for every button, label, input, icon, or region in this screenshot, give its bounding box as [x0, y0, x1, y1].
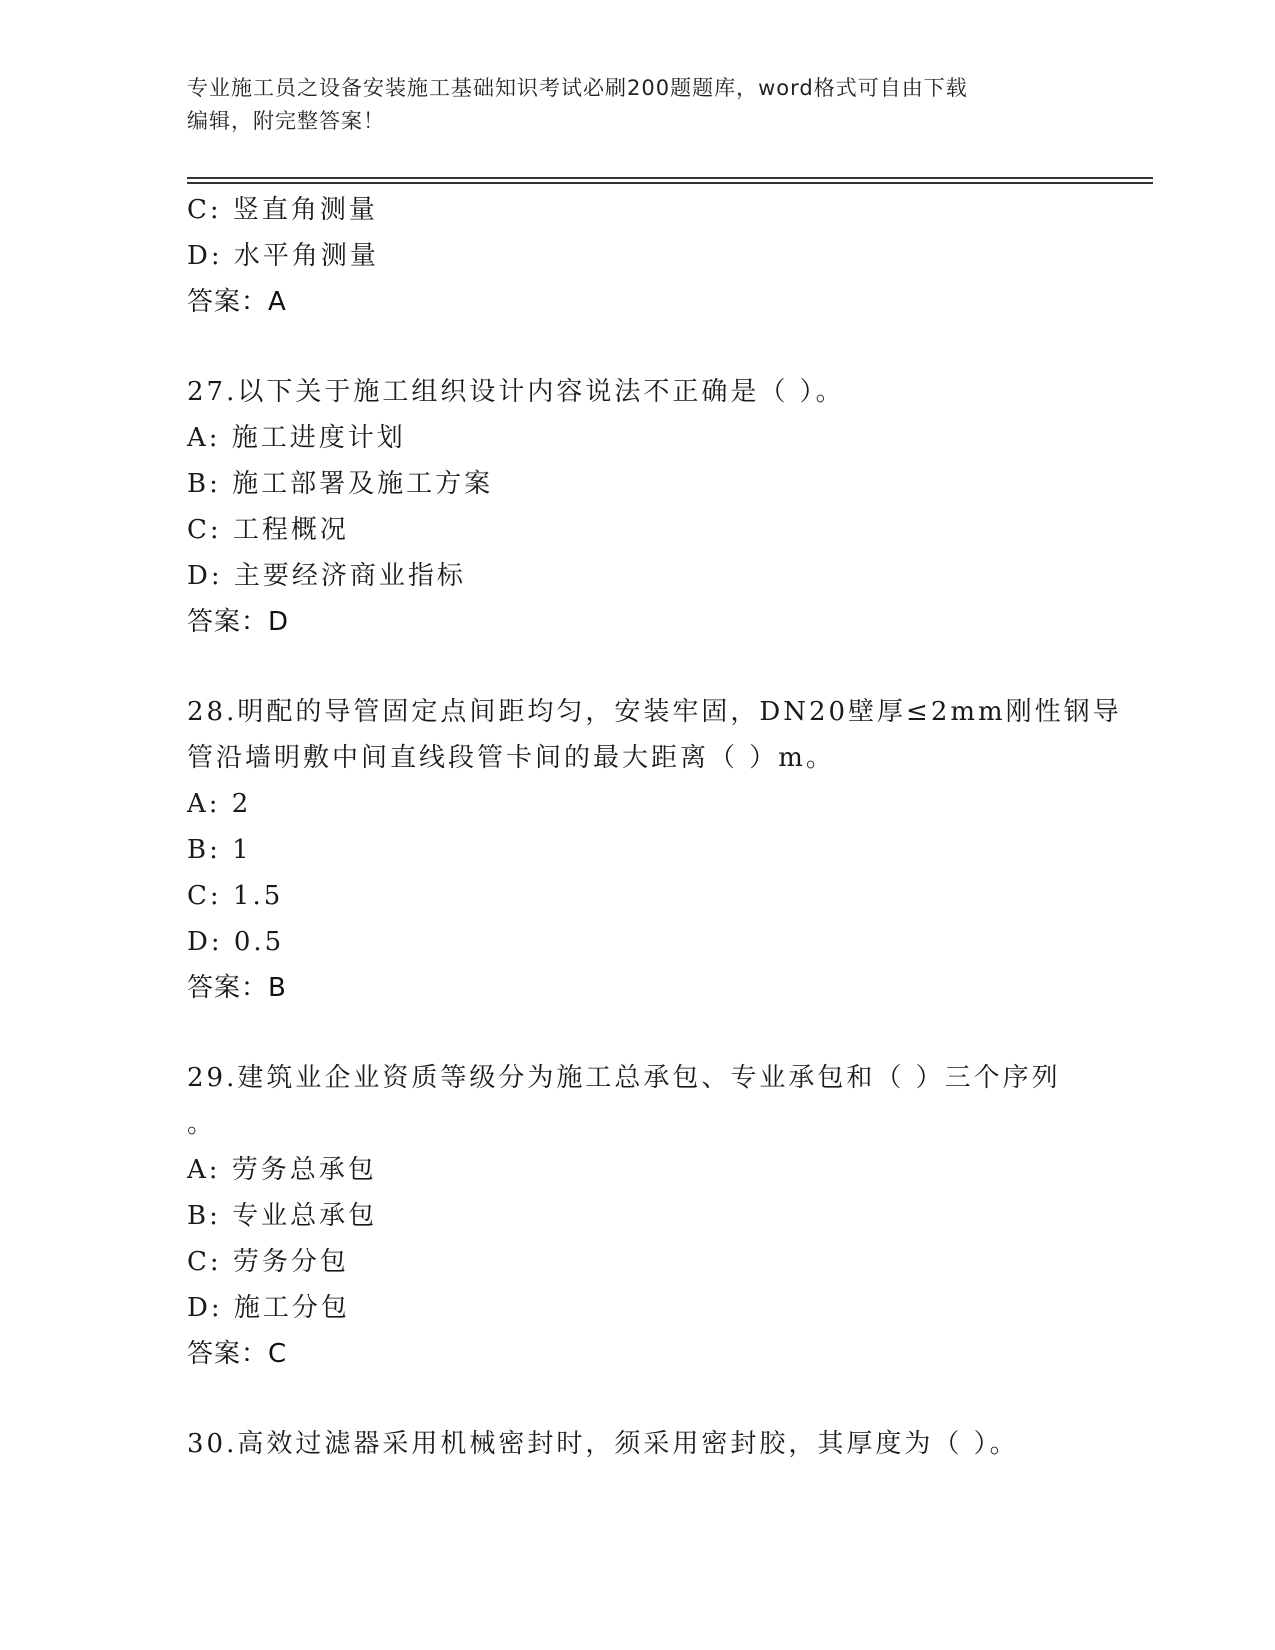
- answer-label: 答案：A: [187, 287, 287, 317]
- question-27: [187, 369, 1087, 645]
- option-a: A: 施工进度计划: [187, 423, 406, 453]
- spacer: [187, 1377, 1087, 1421]
- answer-label: 答案：D: [187, 607, 290, 637]
- option-c: C: 1.5: [187, 881, 284, 911]
- question-list: [187, 187, 1122, 1467]
- header-rule-bottom: [187, 182, 1153, 184]
- option-d: D: 施工分包: [187, 1293, 350, 1323]
- question-stem: 29.建筑业企业资质等级分为施工总承包、专业承包和（ ）三个序列: [187, 1063, 1061, 1093]
- option-d: D: 水平角测量: [187, 241, 379, 271]
- option-c: C: 劳务分包: [187, 1247, 349, 1277]
- question-stem: 27.以下关于施工组织设计内容说法不正确是（ ）。: [187, 377, 845, 407]
- option-a: A: 劳务总承包: [187, 1155, 377, 1185]
- option-b: B: 专业总承包: [187, 1201, 378, 1231]
- answer-label: 答案：C: [187, 1339, 288, 1369]
- option-b: B: 1: [187, 835, 252, 865]
- document-header: [187, 72, 1087, 138]
- option-c: C: 工程概况: [187, 515, 349, 545]
- option-c: C: 竖直角测量: [187, 195, 378, 225]
- question-29: [187, 1055, 1087, 1377]
- option-d: D: 0.5: [187, 927, 285, 957]
- spacer: [187, 1011, 1087, 1055]
- header-line-1: 专业施工员之设备安装施工基础知识考试必刷200题题库，word格式可自由下载: [187, 76, 968, 100]
- answer-label: 答案：B: [187, 973, 287, 1003]
- header-rule-top: [187, 177, 1153, 179]
- question-stem-continued: 管沿墙明敷中间直线段管卡间的最大距离（ ）m。: [187, 743, 835, 773]
- header-line-2: 编辑，附完整答案！: [187, 109, 385, 133]
- question-stem: 28.明配的导管固定点间距均匀，安装牢固，DN20壁厚≤2mm刚性钢导: [187, 697, 1122, 727]
- spacer: [187, 645, 1087, 689]
- question-28: [187, 689, 1122, 1011]
- option-d: D: 主要经济商业指标: [187, 561, 466, 591]
- question-26-continued: [187, 187, 1087, 325]
- question-stem: 30.高效过滤器采用机械密封时，须采用密封胶，其厚度为（ ）。: [187, 1429, 1019, 1459]
- spacer: [187, 325, 1087, 369]
- question-30: [187, 1421, 1087, 1467]
- question-stem-continued: 。: [187, 1109, 217, 1139]
- option-b: B: 施工部署及施工方案: [187, 469, 494, 499]
- option-a: A: 2: [187, 789, 252, 819]
